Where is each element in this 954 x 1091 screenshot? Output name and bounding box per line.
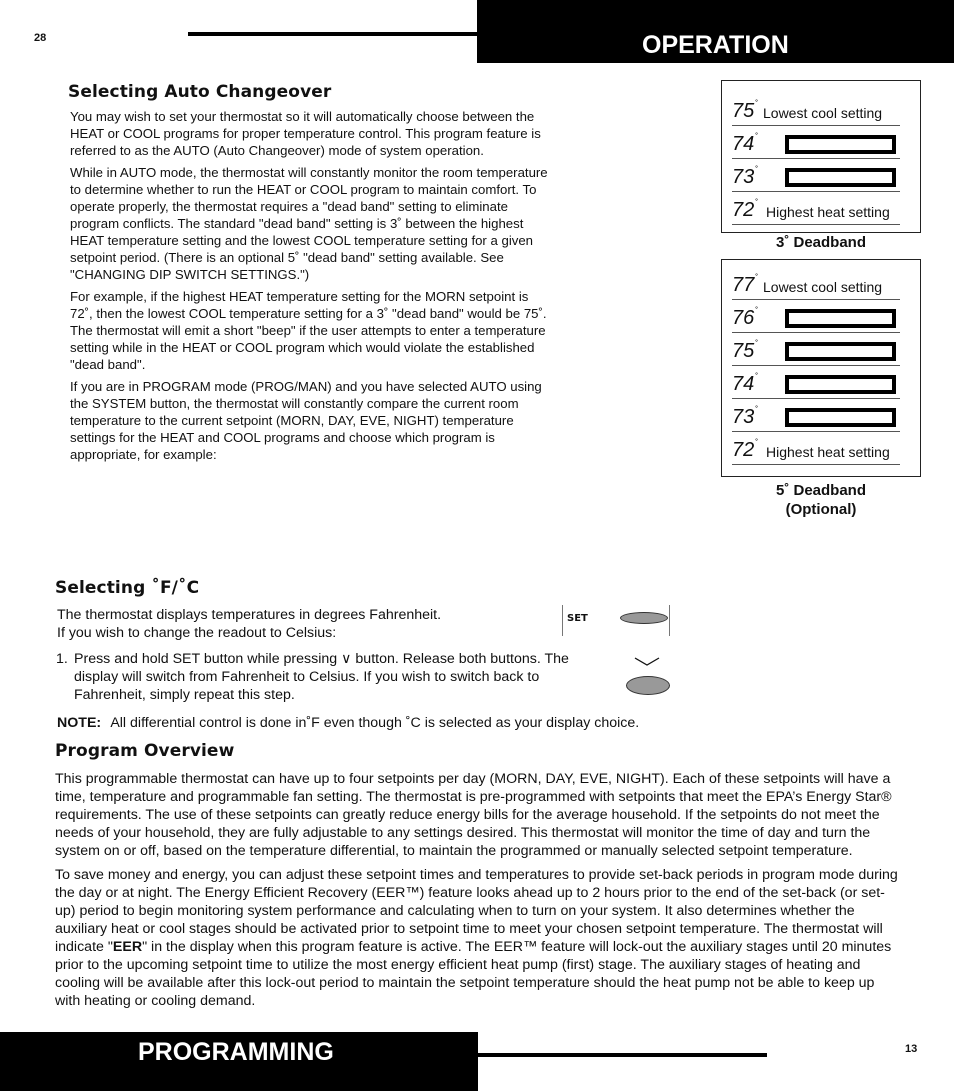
deadband-row — [732, 92, 900, 126]
deadband-5-caption — [721, 481, 921, 519]
deadband-bar — [785, 408, 896, 427]
overview-text: " in the display when this program feature is active. The EER™ feature will lock-out the auxiliary stages until 20 minutes prior to the upcoming setpoint time to utilize the most energy efficient heat pump (first) stage. The auxiliary stages of heating and cooling will be available after this lock-out period to maintain the setpoint temperature should the heat pump not be able to keep up with heating or cooling demand. — [55, 939, 892, 1009]
deadband-bar — [785, 309, 896, 328]
overview-paragraph: This programmable thermostat can have up to four setpoints per day (MORN, DAY, EVE, NIGHT). Each of these setpoints will have a time, temperature and programmable fan setting. The thermostat is pre-programmed with setpoints that meet the EPA’s Energy Star® requirements. The use of these setpoints can greatly reduce energy bills for the average household. If the setpoints do not meet the needs of your household, they are fully adjustable to any settings desired. This thermostat will monitor the time of day and turn the system on or off, based on the temperature differential, to maintain the programmed or manually selected setpoint temperature. — [55, 771, 892, 859]
note-text: All differential control is done in˚F even though ˚C is selected as your display choice. — [110, 715, 640, 731]
auto-paragraph: You may wish to set your thermostat so it will automatically choose between the HEAT or COOL programs for proper temperature control. This program feature is referred to as the AUTO (Auto Changeover) mode of system operation. — [70, 109, 541, 158]
degree-symbol: ˚ — [755, 438, 759, 448]
overview-paragraph — [55, 866, 901, 1010]
temperature-value: 72 — [732, 439, 755, 461]
temperature-value: 72 — [732, 199, 755, 221]
deadband-row — [732, 299, 900, 333]
degree-symbol: ˚ — [755, 372, 759, 382]
fc-step — [56, 650, 576, 704]
auto-changeover-body — [70, 108, 548, 463]
deadband-row — [732, 332, 900, 366]
auto-paragraph: If you are in PROGRAM mode (PROG/MAN) and you have selected AUTO using the SYSTEM button, the thermostat will constantly compare the current room temperature to the current setpoint (MORN, DAY, EVE, NIGHT) temperature settings for the HEAT and COOL programs and choose which program is appropriate, for example: — [70, 379, 542, 462]
setting-label: Lowest cool setting — [763, 279, 883, 295]
divider — [562, 605, 563, 636]
deadband-5-diagram — [721, 259, 921, 477]
set-button[interactable] — [620, 612, 668, 624]
overview-heading: Program Overview — [55, 741, 235, 761]
set-label: SET — [567, 613, 588, 624]
temperature-value: 74 — [732, 133, 755, 155]
header-banner — [477, 0, 954, 63]
deadband-row — [732, 398, 900, 432]
set-button-illustration — [562, 605, 670, 636]
step-number: 1. — [56, 651, 68, 667]
degree-symbol: ˚ — [755, 339, 759, 349]
deadband-row — [732, 191, 900, 225]
setting-label: Lowest cool setting — [763, 105, 883, 121]
temperature-value: 77 — [732, 274, 755, 296]
temperature-value: 75 — [732, 100, 755, 122]
auto-paragraph: While in AUTO mode, the thermostat will constantly monitor the room temperature to determine whether to run the HEAT or COOL program to maintain comfort. To operate properly, the thermostat requires a "dead band" setting to eliminate program conflicts. The standard "dead band" setting is 3˚ between the highest HEAT temperature setting and the lowest COOL temperature setting for a given setpoint period. (There is an optional 5˚ "dead band" setting available. See "CHANGING DIP SWITCH SETTINGS.") — [70, 165, 548, 282]
overview-section — [55, 741, 234, 761]
degree-symbol: ˚ — [755, 273, 759, 283]
footer-title: PROGRAMMING — [138, 1038, 334, 1066]
fc-intro — [57, 606, 557, 642]
overview-body — [55, 770, 901, 1010]
temperature-value: 73 — [732, 166, 755, 188]
fc-section — [55, 578, 199, 598]
page-number-left: 28 — [34, 32, 47, 44]
deadband-bar — [785, 168, 896, 187]
deadband-3-diagram — [721, 80, 921, 233]
page-number-right: 13 — [905, 1043, 918, 1055]
deadband-row — [732, 158, 900, 192]
footer-rule — [478, 1053, 767, 1057]
auto-changeover-heading: Selecting Auto Changeover — [68, 82, 332, 102]
deadband-3-caption: 3˚ Deadband — [775, 234, 866, 251]
fc-intro-line: If you wish to change the readout to Celsius: — [57, 625, 337, 641]
degree-symbol: ˚ — [755, 99, 759, 109]
step-text: Press and hold SET button while pressing ∨ button. Release both buttons. The display will switch from Fahrenheit to Celsius. If you wish to switch back to Fahrenheit, simply repeat this step. — [74, 651, 569, 703]
setting-label: Highest heat setting — [766, 204, 890, 220]
deadband-row — [732, 125, 900, 159]
degree-symbol: ˚ — [755, 165, 759, 175]
footer-banner — [0, 1032, 478, 1091]
temperature-value: 73 — [732, 406, 755, 428]
degree-symbol: ˚ — [755, 132, 759, 142]
deadband-5-caption-line: 5˚ Deadband — [775, 482, 866, 499]
eer-bold: EER — [112, 939, 143, 955]
auto-changeover-section — [68, 82, 548, 102]
degree-symbol: ˚ — [755, 405, 759, 415]
header-rule — [188, 32, 478, 36]
deadband-row — [732, 266, 900, 300]
down-button[interactable] — [626, 676, 670, 695]
deadband-row — [732, 431, 900, 465]
note-label: NOTE: — [57, 715, 102, 731]
deadband-5-caption-line: (Optional) — [785, 501, 857, 518]
header-title: OPERATION — [642, 31, 789, 59]
divider — [669, 605, 670, 636]
degree-symbol: ˚ — [755, 306, 759, 316]
overview-text: To save money and energy, you can adjust these setpoint times and temperatures to provide set-back periods in program mode during the day or at night. The Energy Efficient Recovery (EER™) feature looks ahead up to 2 hours prior to the end of the set-back (or set-up) period to begin monitoring system performance and calculating when to turn on your system. It also determines whether the auxiliary heat or cool stages should be activated prior to setpoint time to meet your chosen setpoint temperature. The thermostat will indicate " — [55, 867, 898, 955]
degree-symbol: ˚ — [755, 198, 759, 208]
temperature-value: 74 — [732, 373, 755, 395]
temperature-value: 76 — [732, 307, 755, 329]
auto-paragraph: For example, if the highest HEAT temperature setting for the MORN setpoint is 72˚, then the lowest COOL temperature setting for a 3˚ "dead band" would be 75˚. The thermostat will emit a short "beep" if the user attempts to enter a temperature setting while in the HEAT or COOL program which would violate the established "dead band". — [70, 289, 547, 372]
fc-intro-line: The thermostat displays temperatures in degrees Fahrenheit. — [57, 607, 442, 623]
chevron-down-icon — [633, 656, 661, 668]
setting-label: Highest heat setting — [766, 444, 890, 460]
fc-heading: Selecting ˚F/˚C — [55, 578, 200, 598]
deadband-bar — [785, 342, 896, 361]
deadband-bar — [785, 135, 896, 154]
fc-note — [57, 714, 927, 732]
deadband-row — [732, 365, 900, 399]
deadband-bar — [785, 375, 896, 394]
temperature-value: 75 — [732, 340, 755, 362]
